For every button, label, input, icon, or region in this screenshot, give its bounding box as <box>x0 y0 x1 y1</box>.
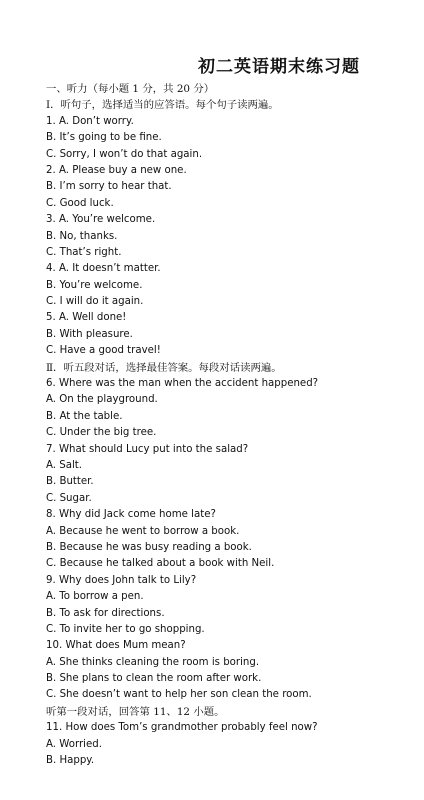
question-line: 4. A. It doesn’t matter. <box>46 263 161 275</box>
question-line: B. Happy. <box>46 755 95 767</box>
question-line: 11. How does Tom’s grandmother probably feel now? <box>46 722 318 734</box>
exam-content <box>46 81 416 769</box>
question-line: C. Have a good travel! <box>46 345 161 357</box>
question-line: 6. Where was the man when the accident happened? <box>46 378 319 390</box>
question-line: B. It’s going to be fine. <box>46 132 162 144</box>
question-line: 10. What does Mum mean? <box>46 640 186 652</box>
question-line: A. Because he went to borrow a book. <box>46 525 240 537</box>
question-line: 1. A. Don’t worry. <box>46 115 134 127</box>
question-line: A. She thinks cleaning the room is boring. <box>46 656 260 668</box>
question-line: 7. What should Lucy put into the salad? <box>46 443 249 455</box>
question-line: C. Under the big tree. <box>46 427 157 439</box>
question-line: A. Worried. <box>46 738 102 750</box>
instruction-line: 听第一段对话，回答第 11、12 小题。 <box>46 705 225 718</box>
question-line: C. Sorry, I won’t do that again. <box>46 148 203 160</box>
question-line: B. You’re welcome. <box>46 279 143 291</box>
section-heading: 一、听力（每小题 1 分，共 20 分） <box>46 83 215 95</box>
question-line: 9. Why does John talk to Lily? <box>46 574 197 586</box>
instruction-line: Ⅰ．听句子，选择适当的应答语。每个句子读两遍。 <box>46 99 279 112</box>
question-line: C. To invite her to go shopping. <box>46 623 205 635</box>
question-line: C. That’s right. <box>46 246 122 258</box>
question-line: 5. A. Well done! <box>46 312 127 324</box>
question-line: B. No, thanks. <box>46 230 118 242</box>
question-line: C. I will do it again. <box>46 296 144 308</box>
question-line: B. At the table. <box>46 410 123 422</box>
instruction-line: Ⅱ．听五段对话，选择最佳答案。每段对话读两遍。 <box>46 361 282 374</box>
page-title: 初二英语期末练习题 <box>198 57 360 77</box>
question-line: 3. A. You’re welcome. <box>46 214 156 226</box>
question-line: C. Sugar. <box>46 492 92 504</box>
question-line: A. Salt. <box>46 459 83 471</box>
question-line: A. On the playground. <box>46 394 158 406</box>
question-line: B. To ask for directions. <box>46 607 165 619</box>
question-line: C. Good luck. <box>46 197 114 209</box>
question-line: B. She plans to clean the room after work. <box>46 673 262 685</box>
question-line: A. To borrow a pen. <box>46 591 144 603</box>
question-line: C. She doesn’t want to help her son clean the room. <box>46 689 312 701</box>
question-line: B. Because he was busy reading a book. <box>46 541 252 553</box>
question-line: B. With pleasure. <box>46 328 133 340</box>
question-line: 8. Why did Jack come home late? <box>46 509 216 521</box>
question-line: 2. A. Please buy a new one. <box>46 164 187 176</box>
question-line: C. Because he talked about a book with Neil. <box>46 558 275 570</box>
question-line: B. I’m sorry to hear that. <box>46 181 172 193</box>
question-line: B. Butter. <box>46 476 94 488</box>
